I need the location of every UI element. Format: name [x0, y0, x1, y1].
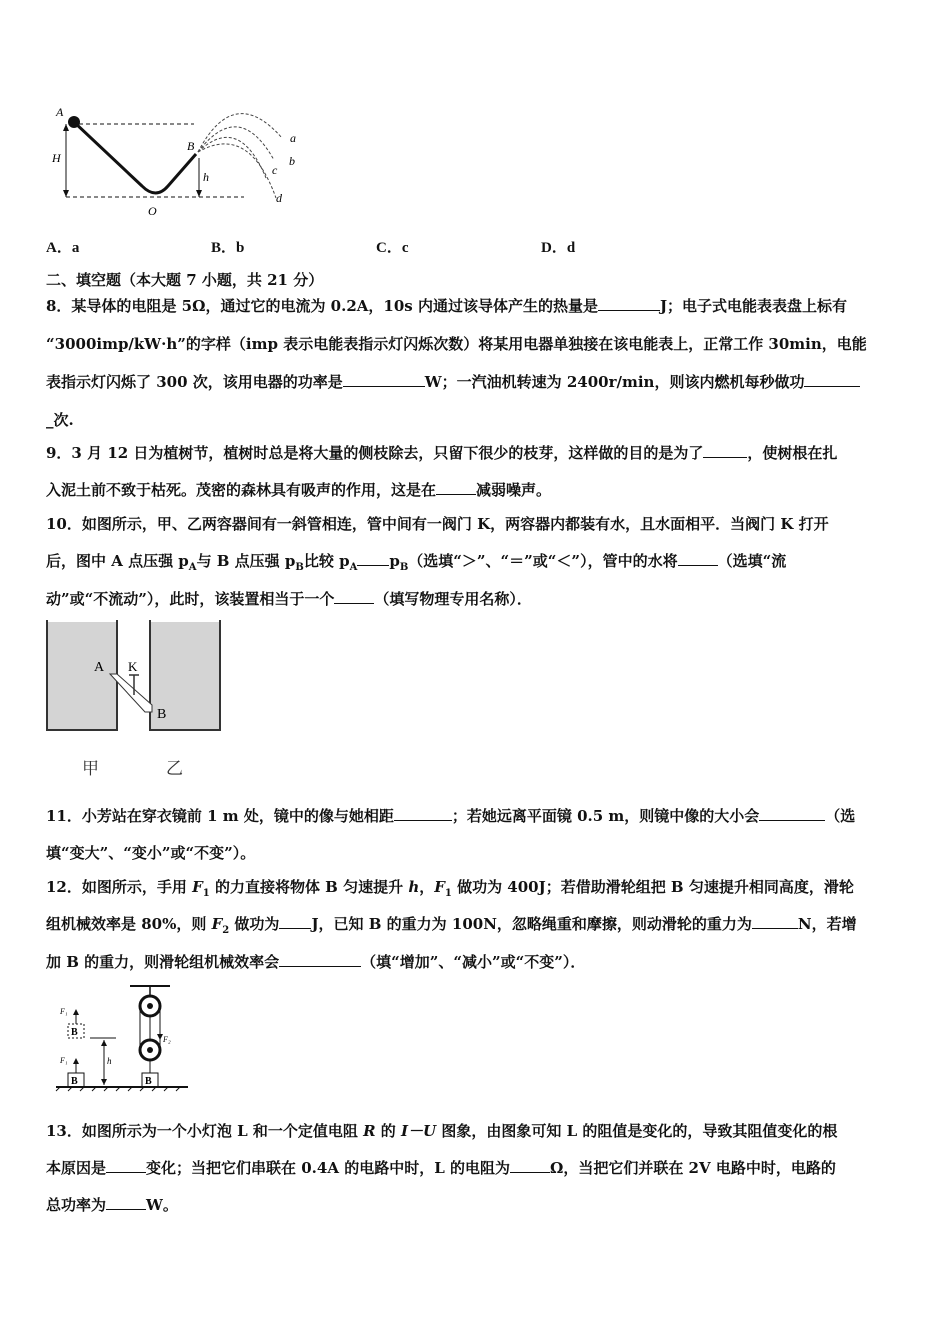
q13-line-2: 本原因是 变化；当把它们串联在 0.4A 的电路中时，L 的电阻为 Ω，当把它们并联在 2V 电路中时，电路的 [46, 1159, 836, 1177]
q13-line-3: 总功率为 W。 [46, 1196, 178, 1214]
caption-yi: 乙 [166, 759, 183, 779]
option-d: D．d [541, 240, 576, 256]
label-B: B [187, 139, 195, 153]
q12-line-2: 组机械效率是 80%，则 $F_2$ 做功为 J，已知 B 的重力为 100N，忽略绳重和摩擦，则动滑轮的重力为 N，若增 [46, 915, 857, 936]
svg-text:B: B [71, 1027, 78, 1038]
label-c: c [272, 163, 278, 177]
q13-blank-3 [106, 1195, 146, 1210]
q8-blank-2 [343, 372, 425, 387]
svg-text:B: B [71, 1076, 78, 1087]
q12-line-1: 12．如图所示，手用 $F_1$ 的力直接将物体 B 匀速提升 h，$F_1$ 做功为 400J；若借助滑轮组把 B 匀速提升相同高度，滑轮 [46, 878, 854, 899]
q8-line-1: 8．某导体的电阻是 5Ω，通过它的电流为 0.2A，10s 内通过该导体产生的热量是 J；电子式电能表表盘上标有 [46, 297, 848, 315]
q13-blank-1 [106, 1158, 146, 1173]
container-jia-water [47, 622, 117, 730]
q10-line-3: 动”或“不流动”），此时，该装置相当于一个 （填写物理专用名称）． [46, 590, 532, 608]
label-h: h [203, 170, 209, 184]
path-a [198, 114, 282, 152]
q10-containers-figure [44, 619, 224, 735]
section-title: 二、填空题（本大题 7 小题，共 21 分） [46, 271, 324, 289]
q12-blank-3 [279, 952, 361, 967]
label-valve-K: K [128, 659, 138, 674]
q13-line-1: 13．如图所示为一个小灯泡 L 和一个定值电阻 R 的 I－U 图象，由图象可知 L 的阻值是变化的，导致其阻值变化的根 [46, 1122, 838, 1140]
svg-text:F₁: F₁ [60, 1056, 68, 1065]
label-a: a [290, 131, 296, 145]
svg-text:B: B [145, 1076, 152, 1087]
q13-blank-2 [510, 1158, 550, 1173]
q8-blank-1 [598, 296, 660, 311]
option-b: B．b [211, 240, 245, 256]
q10-blank-3 [334, 589, 374, 604]
q9-blank-2 [436, 480, 476, 495]
label-point-A: A [94, 660, 105, 675]
option-c: C．c [376, 240, 409, 256]
label-b: b [289, 154, 295, 168]
q12-pulley-figure [52, 984, 192, 1092]
q10-line-2: 后，图中 A 点压强 $p_A$与 B 点压强 $p_B$比较 $p_A$ $p_B$（选填“＞”、“＝”或“＜”），管中的水将 （选填“流 [46, 552, 787, 573]
label-O: O [148, 204, 157, 218]
svg-text:F₂: F₂ [163, 1035, 171, 1044]
q9-blank-1 [703, 443, 747, 458]
path-b [198, 127, 274, 160]
q9-line-2: 入泥土前不致于枯死。茂密的森林具有吸声的作用，这是在 减弱噪声。 [46, 481, 552, 499]
svg-text:F₁: F₁ [60, 1007, 68, 1016]
q11-line-2: 填“变大”、“变小”或“不变”）。 [46, 844, 256, 862]
label-d: d [276, 191, 282, 205]
option-a: A．a [46, 240, 80, 256]
ball-icon [68, 116, 80, 128]
q12-line-3: 加 B 的重力，则滑轮组机械效率会 （填“增加”、“减小”或“不变”）． [46, 953, 586, 971]
q9-line-1: 9．3 月 12 日为植树节，植树时总是将大量的侧枝除去，只留下很少的枝芽，这样做的目的是为了 ，使树根在扎 [46, 444, 838, 462]
path-d [198, 144, 276, 198]
caption-jia: 甲 [82, 759, 99, 779]
q11-blank-1 [394, 806, 452, 821]
q11-line-1: 11．小芳站在穿衣镜前 1 m 处，镜中的像与她相距 ；若她远离平面镜 0.5 m，则镜中像的大小会 （选 [46, 807, 856, 825]
label-A: A [56, 105, 64, 119]
label-point-B: B [157, 707, 167, 722]
track [74, 122, 196, 193]
q7-trajectory-figure [44, 98, 314, 222]
q12-blank-2 [752, 914, 798, 929]
label-H: H [52, 151, 61, 165]
q10-blank-2 [678, 551, 718, 566]
q11-blank-2 [759, 806, 825, 821]
q8-blank-3 [804, 372, 860, 387]
q8-line-4: _次. [46, 411, 74, 429]
svg-text:h: h [107, 1056, 112, 1066]
q12-blank-1 [279, 914, 311, 929]
q10-blank-1 [357, 551, 389, 566]
q8-line-2: “3000imp/kW·h”的字样（imp 表示电能表指示灯闪烁次数）将某用电器单独接在该电能表上，正常工作 30min，电能 [46, 335, 867, 353]
q8-line-3: 表指示灯闪烁了 300 次，该用电器的功率是 W；一汽油机转速为 2400r/min，则该内燃机每秒做功 [46, 372, 860, 392]
q10-line-1: 10．如图所示，甲、乙两容器间有一斜管相连，管中间有一阀门 K，两容器内都装有水，且水面相平．当阀门 K 打开 [46, 515, 829, 533]
